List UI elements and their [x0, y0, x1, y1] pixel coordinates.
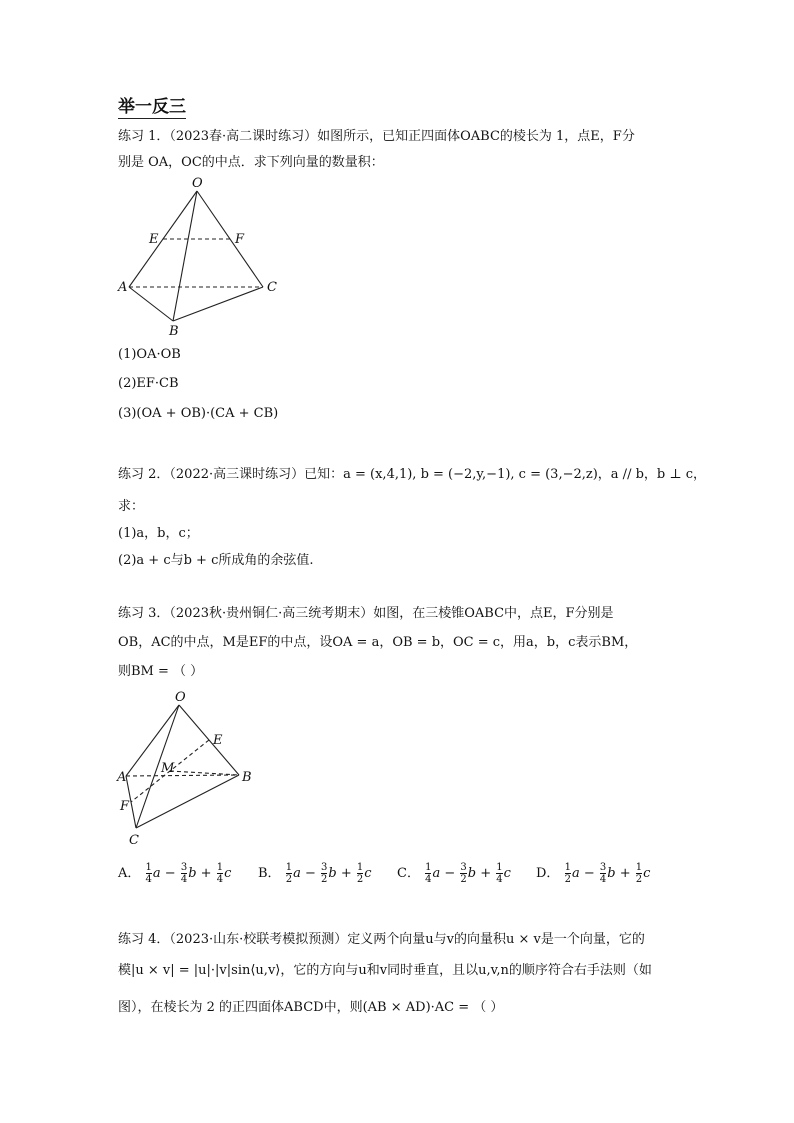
label-C: C — [267, 280, 277, 295]
option-a[interactable]: A． $\frac{1}{4}$ a − $\frac{3}{4}$ b + $\frac{1}{4}$ c — [118, 862, 232, 885]
tetrahedron-figure-2 — [115, 688, 265, 848]
ex1-q3: (3)(OA + OB)·(CA + CB) — [118, 406, 279, 421]
label-A: A — [117, 770, 127, 785]
ex3-line2: OB，AC的中点，M是EF的中点，设OA = a，OB = b，OC = c，用a，b，c表示BM， — [118, 635, 638, 650]
label-F: F — [235, 232, 245, 247]
option-c[interactable]: C． $\frac{1}{4}$ a − $\frac{3}{2}$ b + $\frac{1}{4}$ c — [397, 862, 511, 885]
ex4-line2: 模|u × v| = |u|·|v|sin⟨u,v⟩，它的方向与u和v同时垂直，且以u,v,n的顺序符合右手法则（如 — [118, 963, 652, 978]
label-B: B — [242, 770, 252, 785]
option-d[interactable]: D． $\frac{1}{2}$ a − $\frac{3}{4}$ b + $\frac{1}{2}$ c — [536, 862, 651, 885]
ex3-line1: 练习 3．（2023秋·贵州铜仁·高三统考期末）如图，在三棱锥OABC中，点E，F分别是 — [118, 606, 614, 621]
ex2-q1: (1)a，b，c； — [118, 526, 199, 541]
ex3-line3: 则BM = （ ） — [118, 664, 204, 679]
ex4-line1: 练习 4．（2023·山东·校联考模拟预测）定义两个向量u与v的向量积u × v是一个向量，它的 — [118, 932, 645, 947]
label-B: B — [169, 324, 179, 339]
ex1-line2: 别是 OA，OC的中点．求下列向量的数量积： — [118, 155, 384, 170]
ex2-q2: (2)a + c与b + c所成角的余弦值. — [118, 553, 314, 568]
label-E: E — [149, 232, 159, 247]
ex1-line1: 练习 1．（2023春·高二课时练习）如图所示，已知正四面体OABC的棱长为 1，点E，F分 — [118, 129, 635, 144]
ex4-line3: 图），在棱长为 2 的正四面体ABCD中，则(AB × AD)·AC = （ ） — [118, 1000, 504, 1015]
label-F: F — [120, 799, 130, 814]
section-heading: 举一反三 — [118, 97, 186, 117]
ex1-q2: (2)EF·CB — [118, 376, 179, 391]
label-M: M — [161, 761, 175, 776]
label-C: C — [129, 833, 139, 848]
label-E: E — [213, 733, 223, 748]
ex1-q1: (1)OA·OB — [118, 347, 181, 362]
label-O: O — [192, 176, 203, 191]
option-b[interactable]: B． $\frac{1}{2}$ a − $\frac{3}{2}$ b + $\frac{1}{2}$ c — [258, 862, 372, 885]
label-A: A — [118, 280, 128, 295]
label-O: O — [175, 690, 186, 705]
ex2-line2: 求： — [118, 499, 145, 514]
ex2-line1: 练习 2．（2022·高三课时练习）已知：a = (x,4,1), b = (−2,y,−1), c = (3,−2,z)，a // b，b ⊥ c， — [118, 467, 706, 482]
tetrahedron-figure-1 — [115, 175, 285, 340]
